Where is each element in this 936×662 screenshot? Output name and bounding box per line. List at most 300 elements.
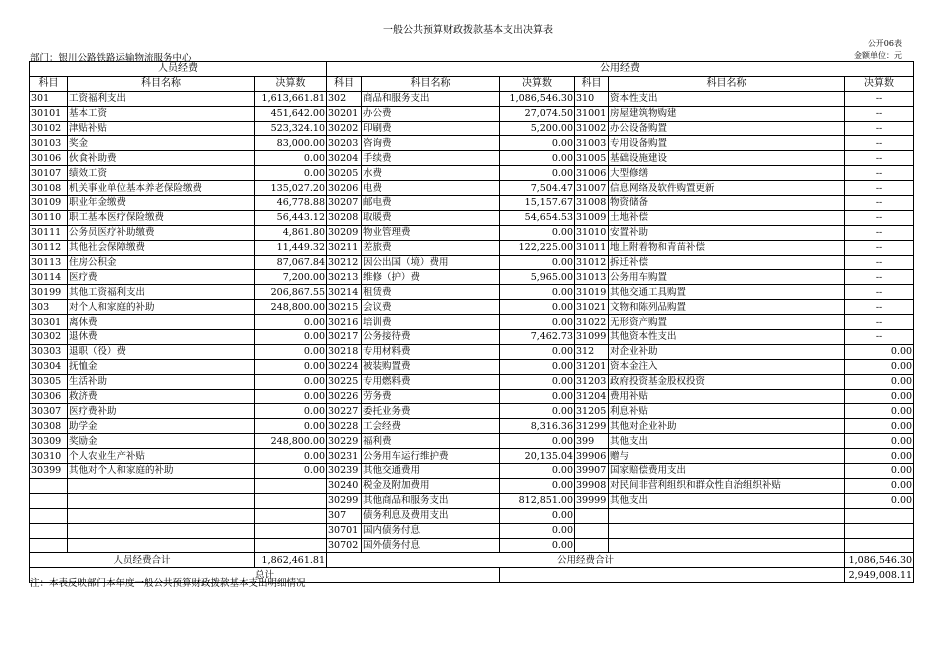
subject-code: 39906 — [575, 449, 609, 464]
amount-value — [845, 508, 914, 523]
subject-name: 专用燃料费 — [362, 374, 500, 389]
subject-name: 其他支出 — [609, 493, 845, 508]
amount-value: -- — [845, 136, 914, 151]
subject-name: 其他交通工具购置 — [609, 285, 845, 300]
subject-code: 39907 — [575, 464, 609, 479]
subject-code: 30204 — [327, 151, 362, 166]
subject-code: 39999 — [575, 493, 609, 508]
amount-value: 0.00 — [500, 255, 575, 270]
amount-value: -- — [845, 196, 914, 211]
table-row — [30, 270, 914, 285]
subject-name: 国家赔偿费用支出 — [609, 464, 845, 479]
table-row — [30, 240, 914, 255]
amount-value: 54,654.53 — [500, 210, 575, 225]
subject-code: 31012 — [575, 255, 609, 270]
subject-code: 30301 — [30, 315, 68, 330]
amount-value — [255, 493, 327, 508]
subject-code: 30299 — [327, 493, 362, 508]
subject-code: 30225 — [327, 374, 362, 389]
subject-code: 30213 — [327, 270, 362, 285]
subject-name: 取暖费 — [362, 210, 500, 225]
subject-code: 31022 — [575, 315, 609, 330]
table-row — [30, 285, 914, 300]
subject-code — [30, 523, 68, 538]
amount-value: -- — [845, 121, 914, 136]
subject-name: 其他交通费用 — [362, 464, 500, 479]
amount-value: 0.00 — [500, 508, 575, 523]
subject-name: 津贴补贴 — [68, 121, 255, 136]
col-header-amount: 决算数 — [500, 76, 575, 91]
amount-value: 0.00 — [500, 300, 575, 315]
subject-code: 30201 — [327, 106, 362, 121]
amount-value: 0.00 — [255, 374, 327, 389]
amount-value: 0.00 — [845, 434, 914, 449]
subject-code: 31002 — [575, 121, 609, 136]
subject-name: 商品和服务支出 — [362, 91, 500, 106]
subject-name: 差旅费 — [362, 240, 500, 255]
subject-code: 30207 — [327, 196, 362, 211]
subject-name: 资本金注入 — [609, 359, 845, 374]
amount-value: -- — [845, 210, 914, 225]
subject-code: 31201 — [575, 359, 609, 374]
subject-name: 对企业补助 — [609, 344, 845, 359]
amount-value: 0.00 — [500, 389, 575, 404]
subject-code: 30226 — [327, 389, 362, 404]
table-row — [30, 359, 914, 374]
amount-value: 15,157.67 — [500, 196, 575, 211]
subject-name — [609, 523, 845, 538]
subject-name: 租赁费 — [362, 285, 500, 300]
amount-value: -- — [845, 225, 914, 240]
subject-name: 办公设备购置 — [609, 121, 845, 136]
subject-name: 生活补助 — [68, 374, 255, 389]
subject-name — [68, 493, 255, 508]
amount-value: 0.00 — [500, 464, 575, 479]
table-row — [30, 225, 914, 240]
subject-code: 30208 — [327, 210, 362, 225]
amount-value: 135,027.20 — [255, 181, 327, 196]
amount-value: -- — [845, 240, 914, 255]
table-row — [30, 330, 914, 345]
table-row — [30, 493, 914, 508]
amount-value: 0.00 — [845, 493, 914, 508]
amount-value: 0.00 — [255, 315, 327, 330]
amount-value: -- — [845, 270, 914, 285]
subject-name: 文物和陈列品购置 — [609, 300, 845, 315]
table-row — [30, 389, 914, 404]
subject-code: 30103 — [30, 136, 68, 151]
subject-name: 因公出国（境）费用 — [362, 255, 500, 270]
subject-code: 30229 — [327, 434, 362, 449]
subject-name — [68, 508, 255, 523]
public-total-label: 公用经费合计 — [327, 553, 845, 568]
subject-name: 劳务费 — [362, 389, 500, 404]
col-header-name: 科目名称 — [609, 76, 845, 91]
col-header-code: 科目 — [575, 76, 609, 91]
amount-value: 523,324.10 — [255, 121, 327, 136]
col-header-amount: 决算数 — [255, 76, 327, 91]
personnel-total-label: 人员经费合计 — [30, 553, 255, 568]
subject-name: 工会经费 — [362, 419, 500, 434]
amount-value: 46,778.88 — [255, 196, 327, 211]
subject-code: 31010 — [575, 225, 609, 240]
subject-code: 31021 — [575, 300, 609, 315]
subject-name — [609, 538, 845, 553]
subject-name: 其他工资福利支出 — [68, 285, 255, 300]
subject-code: 31005 — [575, 151, 609, 166]
subject-name: 印刷费 — [362, 121, 500, 136]
subject-code: 302 — [327, 91, 362, 106]
amount-value: 7,504.47 — [500, 181, 575, 196]
subject-code: 30101 — [30, 106, 68, 121]
amount-value: 0.00 — [845, 359, 914, 374]
amount-value: 0.00 — [255, 404, 327, 419]
subject-code: 30228 — [327, 419, 362, 434]
subject-code: 31299 — [575, 419, 609, 434]
amount-unit-label: 金额单位：元 — [854, 51, 902, 60]
subject-name: 医疗费补助 — [68, 404, 255, 419]
table-row — [30, 449, 914, 464]
subject-code — [575, 508, 609, 523]
amount-value: 7,200.00 — [255, 270, 327, 285]
subject-code: 310 — [575, 91, 609, 106]
subject-code: 312 — [575, 344, 609, 359]
amount-value: 0.00 — [500, 404, 575, 419]
subject-code: 30107 — [30, 166, 68, 181]
amount-value: 248,800.00 — [255, 300, 327, 315]
subject-name: 物业管理费 — [362, 225, 500, 240]
subject-name: 公务员医疗补助缴费 — [68, 225, 255, 240]
table-row — [30, 508, 914, 523]
subject-name: 退休费 — [68, 330, 255, 345]
subject-code: 30205 — [327, 166, 362, 181]
amount-value: 451,642.00 — [255, 106, 327, 121]
table-row — [30, 210, 914, 225]
subject-code: 30109 — [30, 196, 68, 211]
subject-code: 39908 — [575, 478, 609, 493]
subject-code: 31204 — [575, 389, 609, 404]
report-title: 一般公共预算财政拨款基本支出决算表 — [383, 25, 553, 36]
amount-value — [845, 523, 914, 538]
subject-name: 抚恤金 — [68, 359, 255, 374]
subject-code: 30305 — [30, 374, 68, 389]
subject-code — [30, 508, 68, 523]
subject-name: 物资储备 — [609, 196, 845, 211]
amount-value: -- — [845, 166, 914, 181]
amount-value: -- — [845, 106, 914, 121]
amount-value: 83,000.00 — [255, 136, 327, 151]
subject-name: 奖金 — [68, 136, 255, 151]
amount-value: 0.00 — [255, 419, 327, 434]
public-section-header: 公用经费 — [327, 62, 914, 77]
subject-name: 会议费 — [362, 300, 500, 315]
department-label: 部门：银川公路铁路运输物流服务中心 — [30, 53, 192, 64]
subject-name: 拆迁补偿 — [609, 255, 845, 270]
subject-code: 30113 — [30, 255, 68, 270]
table-row — [30, 478, 914, 493]
col-header-name: 科目名称 — [68, 76, 255, 91]
subject-code: 30231 — [327, 449, 362, 464]
subject-name: 对个人和家庭的补助 — [68, 300, 255, 315]
subject-name — [68, 478, 255, 493]
subject-code: 31013 — [575, 270, 609, 285]
subject-code: 30239 — [327, 464, 362, 479]
subject-name: 救济费 — [68, 389, 255, 404]
subject-code: 31006 — [575, 166, 609, 181]
subject-name: 其他商品和服务支出 — [362, 493, 500, 508]
amount-value: 0.00 — [500, 434, 575, 449]
table-row — [30, 166, 914, 181]
subject-name: 其他对个人和家庭的补助 — [68, 464, 255, 479]
amount-value: -- — [845, 181, 914, 196]
subject-name: 资本性支出 — [609, 91, 845, 106]
amount-value: -- — [845, 91, 914, 106]
subject-name: 咨询费 — [362, 136, 500, 151]
amount-value: 0.00 — [500, 523, 575, 538]
amount-value: 0.00 — [845, 419, 914, 434]
public-total-value: 1,086,546.30 — [845, 553, 914, 568]
subject-name: 水费 — [362, 166, 500, 181]
subject-code: 30203 — [327, 136, 362, 151]
amount-value — [845, 538, 914, 553]
amount-value: -- — [845, 151, 914, 166]
amount-value: 0.00 — [845, 464, 914, 479]
subject-name: 税金及附加费用 — [362, 478, 500, 493]
grand-total-value: 2,949,008.11 — [845, 568, 914, 583]
amount-value: -- — [845, 285, 914, 300]
subject-code: 399 — [575, 434, 609, 449]
subject-name: 个人农业生产补贴 — [68, 449, 255, 464]
subject-code: 30206 — [327, 181, 362, 196]
subject-name: 其他资本性支出 — [609, 330, 845, 345]
grand-total-label: 总计 — [30, 568, 500, 583]
subject-name: 其他社会保障缴费 — [68, 240, 255, 255]
table-row — [30, 538, 914, 553]
amount-value: 5,200.00 — [500, 121, 575, 136]
subject-code: 30111 — [30, 225, 68, 240]
subject-name: 专用设备购置 — [609, 136, 845, 151]
amount-value: 0.00 — [500, 166, 575, 181]
subject-code — [30, 538, 68, 553]
subject-name: 安置补助 — [609, 225, 845, 240]
subject-code: 301 — [30, 91, 68, 106]
amount-value: 11,449.32 — [255, 240, 327, 255]
subject-code: 30224 — [327, 359, 362, 374]
personnel-section-header: 人员经费 — [30, 62, 327, 77]
subject-name: 其他对企业补助 — [609, 419, 845, 434]
subject-name: 福利费 — [362, 434, 500, 449]
subject-code: 30199 — [30, 285, 68, 300]
subject-name: 债务利息及费用支出 — [362, 508, 500, 523]
amount-value: 0.00 — [255, 166, 327, 181]
table-row — [30, 344, 914, 359]
amount-value: 0.00 — [255, 330, 327, 345]
subject-code — [30, 478, 68, 493]
subject-code: 30310 — [30, 449, 68, 464]
amount-value: 206,867.55 — [255, 285, 327, 300]
col-header-name: 科目名称 — [362, 76, 500, 91]
table-row — [30, 151, 914, 166]
table-row — [30, 255, 914, 270]
amount-value — [255, 478, 327, 493]
subject-name: 办公费 — [362, 106, 500, 121]
col-header-code: 科目 — [327, 76, 362, 91]
subject-code: 31205 — [575, 404, 609, 419]
amount-value: 0.00 — [500, 136, 575, 151]
subject-name: 离休费 — [68, 315, 255, 330]
amount-value: 0.00 — [255, 449, 327, 464]
subject-code: 30114 — [30, 270, 68, 285]
subject-code: 30214 — [327, 285, 362, 300]
form-code: 公开06表 — [867, 39, 902, 48]
subject-code: 30212 — [327, 255, 362, 270]
subject-name: 手续费 — [362, 151, 500, 166]
subject-name: 医疗费 — [68, 270, 255, 285]
subject-code: 30110 — [30, 210, 68, 225]
table-row — [30, 434, 914, 449]
subject-code: 30102 — [30, 121, 68, 136]
amount-value: 1,086,546.30 — [500, 91, 575, 106]
amount-value: 0.00 — [845, 389, 914, 404]
subject-code: 30304 — [30, 359, 68, 374]
subject-name: 电费 — [362, 181, 500, 196]
amount-value: 0.00 — [845, 344, 914, 359]
amount-value: 0.00 — [255, 389, 327, 404]
subject-name: 赠与 — [609, 449, 845, 464]
amount-value: -- — [845, 330, 914, 345]
personnel-total-value: 1,862,461.81 — [255, 553, 327, 568]
subject-code: 30399 — [30, 464, 68, 479]
grand-total-spacer — [500, 568, 845, 583]
table-row — [30, 106, 914, 121]
table-body — [30, 91, 914, 553]
amount-value: 0.00 — [845, 478, 914, 493]
amount-value: 0.00 — [500, 151, 575, 166]
subject-name: 奖励金 — [68, 434, 255, 449]
expenditure-table — [29, 61, 914, 583]
subject-code — [575, 523, 609, 538]
footnote: 注：本表反映部门本年度一般公共预算财政拨款基本支出明细情况 — [30, 578, 306, 589]
subject-name: 信息网络及软件购置更新 — [609, 181, 845, 196]
amount-value: 87,067.84 — [255, 255, 327, 270]
col-header-amount: 决算数 — [845, 76, 914, 91]
subject-name: 助学金 — [68, 419, 255, 434]
amount-value: 0.00 — [500, 315, 575, 330]
subject-name — [68, 538, 255, 553]
amount-value: 0.00 — [500, 359, 575, 374]
subject-name: 机关事业单位基本养老保险缴费 — [68, 181, 255, 196]
subject-code: 30112 — [30, 240, 68, 255]
table-row — [30, 464, 914, 479]
amount-value: 8,316.36 — [500, 419, 575, 434]
subject-code: 30309 — [30, 434, 68, 449]
subject-code: 30211 — [327, 240, 362, 255]
amount-value — [255, 523, 327, 538]
subject-name: 伙食补助费 — [68, 151, 255, 166]
subject-name: 政府投资基金股权投资 — [609, 374, 845, 389]
subject-name: 对民间非营利组织和群众性自治组织补贴 — [609, 478, 845, 493]
subject-name: 房屋建筑物购建 — [609, 106, 845, 121]
subject-code: 31003 — [575, 136, 609, 151]
subject-code: 31099 — [575, 330, 609, 345]
subject-code: 30217 — [327, 330, 362, 345]
subject-name: 地上附着物和青苗补偿 — [609, 240, 845, 255]
subject-name: 公务用车购置 — [609, 270, 845, 285]
subject-name: 国内债务付息 — [362, 523, 500, 538]
subject-name: 专用材料费 — [362, 344, 500, 359]
subject-name: 培训费 — [362, 315, 500, 330]
subject-name — [68, 523, 255, 538]
subject-code: 30209 — [327, 225, 362, 240]
amount-value: 27,074.50 — [500, 106, 575, 121]
table-row — [30, 121, 914, 136]
amount-value: 0.00 — [845, 374, 914, 389]
amount-value: 4,861.80 — [255, 225, 327, 240]
amount-value: 0.00 — [845, 404, 914, 419]
table-row — [30, 315, 914, 330]
amount-value: -- — [845, 300, 914, 315]
subject-code: 30106 — [30, 151, 68, 166]
col-header-code: 科目 — [30, 76, 68, 91]
subject-name: 职业年金缴费 — [68, 196, 255, 211]
table-row — [30, 419, 914, 434]
subject-code: 31009 — [575, 210, 609, 225]
subject-code: 307 — [327, 508, 362, 523]
subject-name: 国外债务付息 — [362, 538, 500, 553]
subject-code: 30202 — [327, 121, 362, 136]
amount-value: 20,135.04 — [500, 449, 575, 464]
subject-name: 被装购置费 — [362, 359, 500, 374]
subject-code: 303 — [30, 300, 68, 315]
subject-name: 职工基本医疗保险缴费 — [68, 210, 255, 225]
subject-name: 公务用车运行维护费 — [362, 449, 500, 464]
subject-code: 30215 — [327, 300, 362, 315]
subject-code: 31019 — [575, 285, 609, 300]
subject-name: 邮电费 — [362, 196, 500, 211]
amount-value: 812,851.00 — [500, 493, 575, 508]
amount-value — [255, 538, 327, 553]
amount-value: 0.00 — [255, 464, 327, 479]
amount-value: 0.00 — [500, 478, 575, 493]
subject-code — [575, 538, 609, 553]
table-row — [30, 374, 914, 389]
table-row — [30, 181, 914, 196]
subject-code: 30701 — [327, 523, 362, 538]
subject-name: 退职（役）费 — [68, 344, 255, 359]
subject-code: 30240 — [327, 478, 362, 493]
amount-value: 5,965.00 — [500, 270, 575, 285]
amount-value: 7,462.73 — [500, 330, 575, 345]
subject-code: 30702 — [327, 538, 362, 553]
amount-value: -- — [845, 255, 914, 270]
table-row — [30, 523, 914, 538]
subject-code: 31203 — [575, 374, 609, 389]
subject-name: 住房公积金 — [68, 255, 255, 270]
amount-value: -- — [845, 315, 914, 330]
amount-value: 0.00 — [255, 151, 327, 166]
subject-name: 无形资产购置 — [609, 315, 845, 330]
table-row — [30, 196, 914, 211]
subject-name: 大型修缮 — [609, 166, 845, 181]
subject-name: 基本工资 — [68, 106, 255, 121]
subject-code: 31007 — [575, 181, 609, 196]
subject-code: 30306 — [30, 389, 68, 404]
subject-name — [609, 508, 845, 523]
amount-value: 0.00 — [255, 344, 327, 359]
subject-code — [30, 493, 68, 508]
amount-value: 1,613,661.81 — [255, 91, 327, 106]
amount-value: 0.00 — [500, 285, 575, 300]
